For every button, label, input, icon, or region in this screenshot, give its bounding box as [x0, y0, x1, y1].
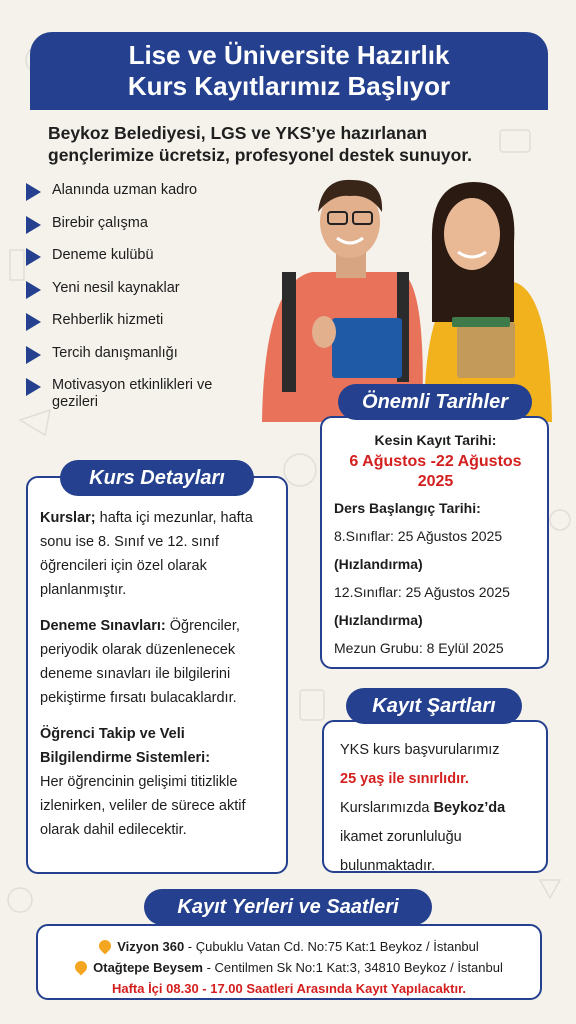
- course-start-label: Ders Başlangıç Tarihi:: [334, 500, 481, 516]
- requirements-line4: ikamet zorunluluğu: [340, 829, 462, 845]
- graduates-date: Mezun Grubu: 8 Eylül 2025: [334, 640, 504, 656]
- feature-label: Motivasyon etkinlikleri ve gezileri: [52, 377, 213, 410]
- tracking-heading: Öğrenci Takip ve Veli Bilgilendirme Sistemleri:: [40, 726, 211, 766]
- feature-label: Alanında uzman kadro: [52, 182, 198, 198]
- grade8-date: 8.Sınıflar: 25 Ağustos 2025: [334, 528, 503, 544]
- requirements-line5: bulunmaktadır.: [340, 858, 436, 874]
- feature-item: [26, 345, 256, 378]
- exams-heading: Deneme Sınavları:: [40, 618, 166, 634]
- header-title-line2: Kurs Kayıtlarımız Başlıyor: [127, 71, 451, 101]
- triangle-right-icon: [26, 346, 41, 364]
- feature-item: [26, 247, 256, 280]
- triangle-right-icon: [26, 281, 41, 299]
- locations-panel: [36, 924, 542, 1000]
- triangle-right-icon: [26, 183, 41, 201]
- map-pin-icon: [73, 959, 90, 976]
- requirements-line3-bold: Beykoz’da: [433, 800, 506, 816]
- final-registration-value: 6 Ağustos -22 Ağustos 2025: [349, 453, 522, 490]
- intro-text: [48, 122, 558, 166]
- accelerated-label-1: (Hızlandırma): [334, 556, 423, 572]
- requirements-line3-text: Kurslarımızda: [340, 800, 434, 816]
- exams-paragraph: [40, 614, 276, 710]
- feature-item: [26, 312, 256, 345]
- requirements-panel: [322, 720, 548, 873]
- triangle-right-icon: [26, 216, 41, 234]
- intro-line2: gençlerimize ücretsiz, profesyonel destek sunuyor.: [48, 145, 473, 165]
- feature-label: Rehberlik hizmeti: [52, 312, 164, 328]
- exams-text: Öğrenciler, periyodik olarak düzenlenecek deneme sınavları ile bilgilerini pekiştirme fırsatı bulacaklardır.: [40, 618, 240, 706]
- feature-label: Yeni nesil kaynaklar: [52, 279, 180, 296]
- triangle-right-icon: [26, 313, 41, 331]
- requirements-line1: YKS kurs başvurularımız: [340, 742, 500, 758]
- location-1: [48, 936, 530, 957]
- final-registration-label: Kesin Kayıt Tarihi:: [374, 432, 497, 448]
- registration-hours: Hafta İçi 08.30 - 17.00 Saatleri Arasında Kayıt Yapılacaktır.: [111, 981, 467, 996]
- locations-title: Kayıt Yerleri ve Saatleri: [144, 889, 432, 925]
- important-dates-panel: [320, 416, 549, 669]
- courses-text: hafta içi mezunlar, hafta sonu ise 8. Sınıf ve 12. sınıf öğrencileri için özel olarak planlanmıştır.: [40, 510, 253, 598]
- location-2-name: Otağtepe Beysem: [93, 960, 203, 975]
- page-header: [30, 32, 548, 110]
- feature-list: [26, 182, 256, 411]
- triangle-right-icon: [26, 378, 41, 396]
- tracking-text: Her öğrencinin gelişimi titizlikle izlenirken, veliler de sürece aktif olarak dahil edilecektir.: [40, 774, 246, 838]
- location-2: [48, 957, 530, 978]
- feature-item: [26, 280, 256, 313]
- feature-item: [26, 182, 256, 215]
- triangle-right-icon: [26, 248, 41, 266]
- tracking-paragraph: [40, 722, 276, 842]
- location-1-name: Vizyon 360: [117, 939, 185, 954]
- important-dates-title: Önemli Tarihler: [338, 384, 532, 420]
- course-details-title: Kurs Detayları: [60, 460, 254, 496]
- feature-label: Birebir çalışma: [52, 214, 148, 231]
- location-2-address: - Centilmen Sk No:1 Kat:3, 34810 Beykoz / İstanbul: [202, 960, 503, 975]
- courses-paragraph: [40, 506, 276, 602]
- course-details-panel: [26, 476, 288, 874]
- requirements-title: Kayıt Şartları: [346, 688, 522, 724]
- accelerated-label-2: (Hızlandırma): [334, 612, 423, 628]
- feature-label: Tercih danışmanlığı: [52, 344, 178, 361]
- feature-item: [26, 215, 256, 248]
- feature-item: [26, 377, 256, 411]
- grade12-date: 12.Sınıflar: 25 Ağustos 2025: [334, 584, 510, 600]
- intro-line1: Beykoz Belediyesi, LGS ve YKS’ye hazırlanan: [48, 123, 428, 143]
- map-pin-icon: [97, 938, 114, 955]
- courses-heading: Kurslar;: [40, 510, 96, 526]
- header-title-line1: Lise ve Üniversite Hazırlık: [128, 40, 450, 70]
- requirements-line3: [340, 794, 536, 823]
- location-1-address: - Çubuklu Vatan Cd. No:75 Kat:1 Beykoz / İstanbul: [184, 939, 479, 954]
- requirements-line2: 25 yaş ile sınırlıdır.: [340, 771, 469, 787]
- feature-label: Deneme kulübü: [52, 247, 154, 263]
